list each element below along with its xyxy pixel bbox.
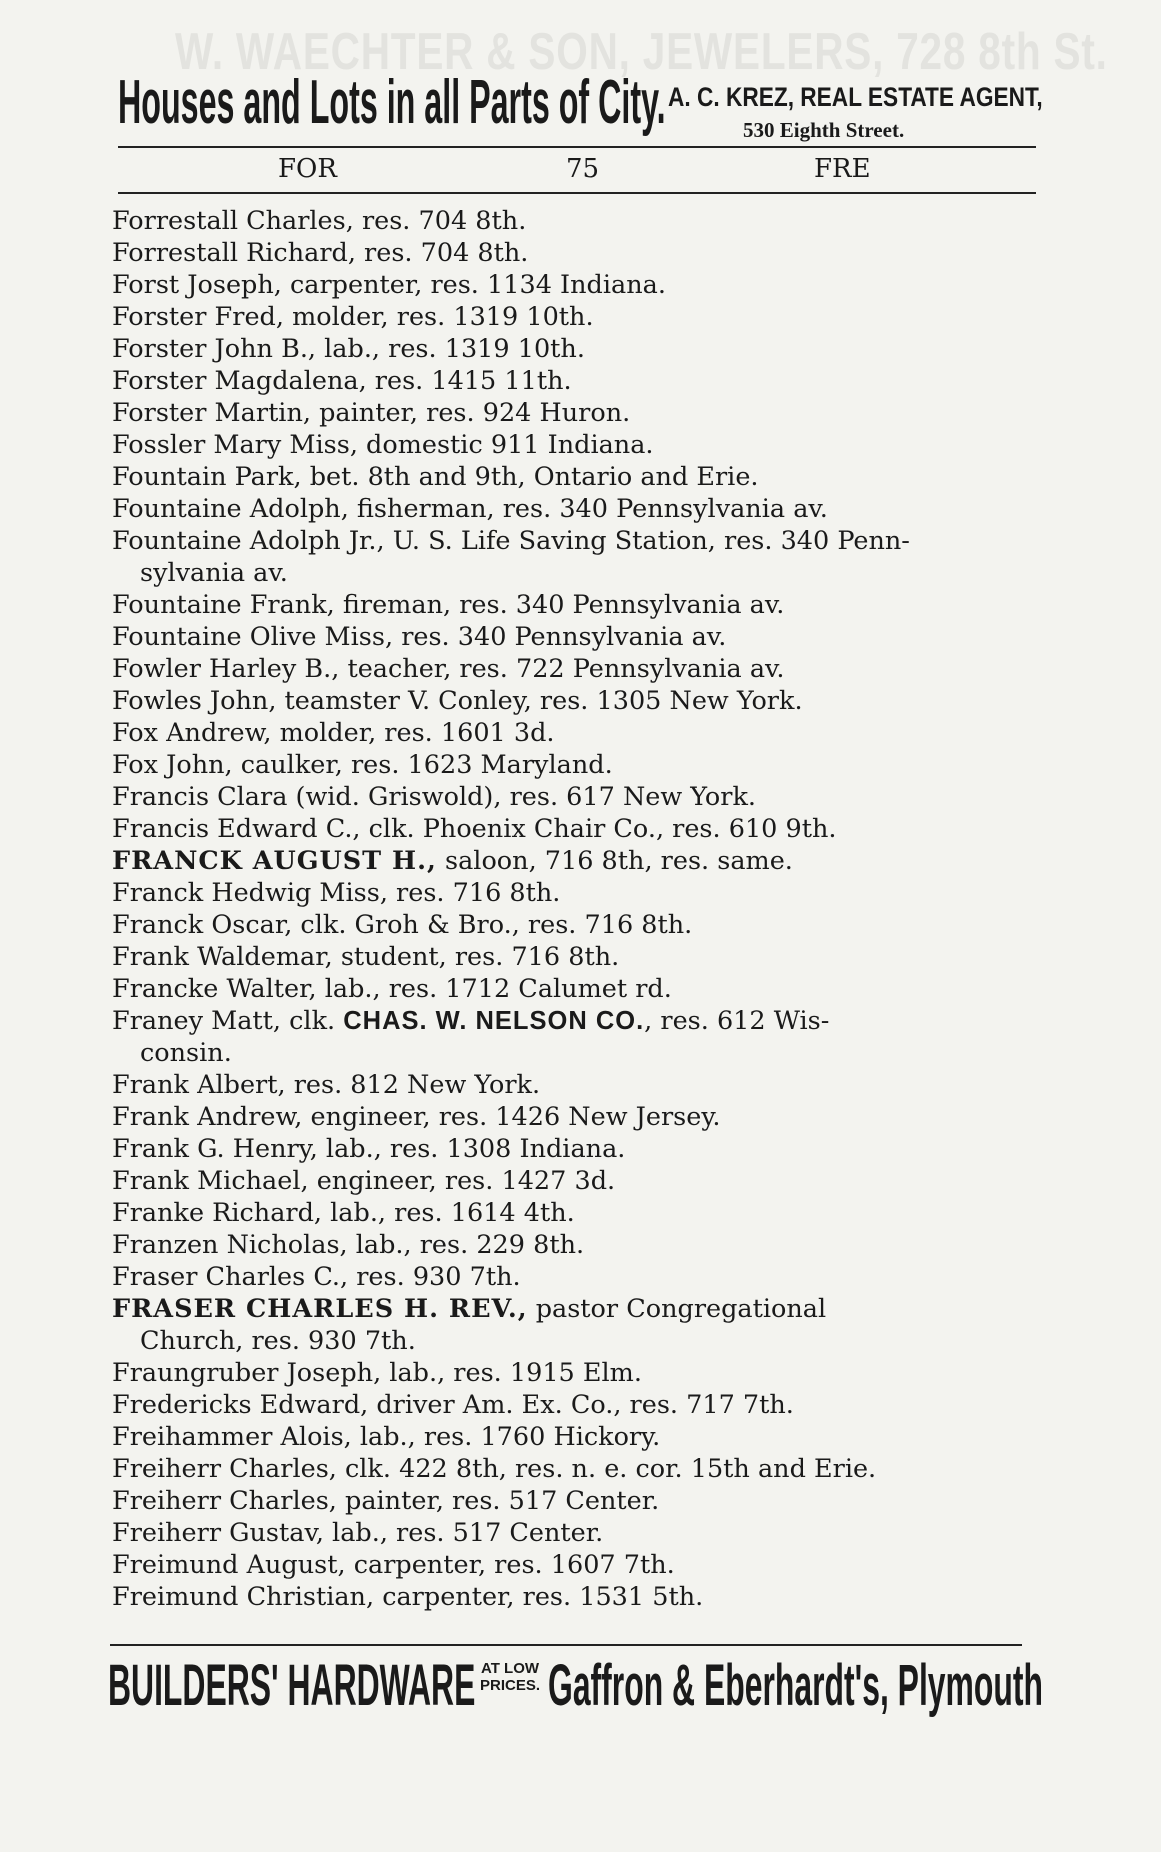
entry-text: Fountaine Frank, fireman, res. 340 Pennsylvania av. [112, 590, 785, 620]
entry-text: Francke Walter, lab., res. 1712 Calumet rd. [112, 974, 672, 1004]
entry-text: Fowles John, teamster V. Conley, res. 1305 New York. [112, 686, 803, 716]
directory-entry [112, 1293, 1042, 1357]
directory-entry [112, 1421, 1042, 1453]
entry-line [112, 909, 1042, 941]
directory-entry [112, 1133, 1042, 1165]
entry-line [112, 205, 1042, 237]
entry-text: Franck Hedwig Miss, res. 716 8th. [112, 878, 561, 908]
entry-text: Freiherr Gustav, lab., res. 517 Center. [112, 1518, 604, 1548]
page-header [118, 150, 1036, 190]
header-rule [118, 192, 1036, 194]
entry-text: Freiherr Charles, painter, res. 517 Center. [112, 1486, 660, 1516]
entry-line [112, 1229, 1042, 1261]
entry-text: Freimund Christian, carpenter, res. 1531 5th. [112, 1582, 704, 1612]
entry-line [112, 1421, 1042, 1453]
entry-line [112, 877, 1042, 909]
bleed-through-text: W. WAECHTER & SON, JEWELERS, 728 8th St. [175, 23, 1108, 81]
entry-text: Fox John, caulker, res. 1623 Maryland. [112, 750, 613, 780]
entry-text: Fountaine Olive Miss, res. 340 Pennsylvania av. [112, 622, 727, 652]
directory-entry [112, 621, 1042, 653]
entry-line [112, 1197, 1042, 1229]
directory-entry [112, 941, 1042, 973]
entry-text: Freimund August, carpenter, res. 1607 7th. [112, 1550, 675, 1580]
entry-text: Frank Albert, res. 812 New York. [112, 1070, 541, 1100]
entry-text: Fowler Harley B., teacher, res. 722 Pennsylvania av. [112, 654, 785, 684]
entry-text: Francis Edward C., clk. Phoenix Chair Co., res. 610 9th. [112, 814, 837, 844]
entry-line [112, 845, 1042, 877]
directory-entry [112, 781, 1042, 813]
directory-entry [112, 397, 1042, 429]
entry-line [112, 589, 1042, 621]
entry-line [112, 1005, 1042, 1037]
header-left: FOR [278, 154, 337, 184]
directory-entry [112, 1005, 1042, 1069]
entry-text: Fredericks Edward, driver Am. Ex. Co., res. 717 7th. [112, 1390, 794, 1420]
top-ad-address: 530 Eighth Street. [743, 118, 905, 142]
entry-continuation: Church, res. 930 7th. [140, 1326, 416, 1356]
entry-text: Forrestall Charles, res. 704 8th. [112, 206, 527, 236]
entry-line [112, 813, 1042, 845]
entry-text: Fountaine Adolph, fisherman, res. 340 Pennsylvania av. [112, 494, 828, 524]
entry-line [112, 1517, 1042, 1549]
directory-entry [112, 877, 1042, 909]
directory-entry [112, 333, 1042, 365]
entry-text: Forster Martin, painter, res. 924 Huron. [112, 398, 631, 428]
directory-entry [112, 493, 1042, 525]
directory-entry [112, 845, 1042, 877]
entry-advertiser: CHAS. W. NELSON CO. [343, 1007, 645, 1035]
entry-text: Forrestall Richard, res. 704 8th. [112, 238, 529, 268]
entry-line [112, 717, 1042, 749]
directory-entry [112, 429, 1042, 461]
bottom-ad-small-2: PRICES. [480, 1677, 541, 1694]
entry-line [112, 621, 1042, 653]
directory-entry [112, 365, 1042, 397]
directory-entry [112, 685, 1042, 717]
bottom-ad-store: Gaffron & Eberhardt's, Plymouth [548, 1653, 1043, 1718]
entry-line [112, 1389, 1042, 1421]
entry-text: Fraungruber Joseph, lab., res. 1915 Elm. [112, 1358, 642, 1388]
entry-text: Forster Fred, molder, res. 1319 10th. [112, 302, 594, 332]
directory-entry [112, 973, 1042, 1005]
bottom-ad-hardware: BUILDERS' HARDWARE [108, 1653, 476, 1718]
page-number: 75 [566, 154, 600, 184]
entry-line [112, 1261, 1042, 1293]
entry-text: Frank G. Henry, lab., res. 1308 Indiana. [112, 1134, 626, 1164]
directory-entry [112, 1357, 1042, 1389]
directory-entry [112, 269, 1042, 301]
directory-entry [112, 205, 1042, 237]
directory-entry [112, 1517, 1042, 1549]
entry-text: Frank Waldemar, student, res. 716 8th. [112, 942, 620, 972]
directory-entry [112, 237, 1042, 269]
entry-line [112, 301, 1042, 333]
entry-line [112, 1453, 1042, 1485]
directory-entry [112, 1485, 1042, 1517]
directory-entry [112, 749, 1042, 781]
directory-entry [112, 1549, 1042, 1581]
entry-text: Forst Joseph, carpenter, res. 1134 Indiana. [112, 270, 666, 300]
entry-line [112, 1581, 1042, 1613]
directory-entry [112, 813, 1042, 845]
entry-text: Franzen Nicholas, lab., res. 229 8th. [112, 1230, 585, 1260]
entry-line [112, 237, 1042, 269]
entry-text: Fossler Mary Miss, domestic 911 Indiana. [112, 430, 654, 460]
directory-entry [112, 301, 1042, 333]
directory-entry [112, 1261, 1042, 1293]
directory-entry [112, 589, 1042, 621]
entry-text: pastor Congregational [527, 1294, 827, 1324]
entry-line [112, 749, 1042, 781]
entry-line [112, 653, 1042, 685]
entry-text: Fountain Park, bet. 8th and 9th, Ontario and Erie. [112, 462, 759, 492]
entry-line [112, 1069, 1042, 1101]
entry-text: Freihammer Alois, lab., res. 1760 Hickory. [112, 1422, 661, 1452]
entry-line [112, 333, 1042, 365]
entry-line [112, 1101, 1042, 1133]
entry-line [112, 781, 1042, 813]
top-rule [118, 146, 1036, 148]
entry-text: Fountaine Adolph Jr., U. S. Life Saving Station, res. 340 Penn- [112, 526, 910, 556]
entry-line [112, 429, 1042, 461]
entry-continuation: sylvania av. [140, 558, 288, 588]
entry-text-after: , res. 612 Wis- [644, 1006, 830, 1036]
entry-bold-name: FRANCK AUGUST H., [112, 846, 437, 876]
entry-line [112, 1485, 1042, 1517]
entry-line [112, 493, 1042, 525]
entry-text: saloon, 716 8th, res. same. [436, 846, 793, 876]
bottom-advertisement [108, 1652, 1043, 1719]
directory-entry [112, 1389, 1042, 1421]
entry-line [112, 525, 1042, 557]
directory-entry [112, 717, 1042, 749]
directory-entry [112, 653, 1042, 685]
header-right: FRE [814, 154, 871, 184]
entry-text: Frank Michael, engineer, res. 1427 3d. [112, 1166, 616, 1196]
bottom-rule [110, 1644, 1022, 1646]
directory-entry [112, 1069, 1042, 1101]
entry-text: Francis Clara (wid. Griswold), res. 617 New York. [112, 782, 756, 812]
entry-line [112, 941, 1042, 973]
entry-line [112, 397, 1042, 429]
entry-line [112, 1549, 1042, 1581]
entry-text: Fraser Charles C., res. 930 7th. [112, 1262, 521, 1292]
entry-line [112, 461, 1042, 493]
entry-line [112, 1133, 1042, 1165]
entry-continuation: consin. [140, 1038, 232, 1068]
entry-line [112, 269, 1042, 301]
entry-line [112, 365, 1042, 397]
entry-text: Frank Andrew, engineer, res. 1426 New Jersey. [112, 1102, 721, 1132]
directory-entry [112, 461, 1042, 493]
top-advertisement [118, 68, 1048, 142]
directory-entry [112, 1165, 1042, 1197]
top-ad-agent: A. C. KREZ, REAL ESTATE AGENT, [668, 82, 1043, 112]
entry-text: Franey Matt, clk. [112, 1006, 344, 1036]
directory-entry [112, 1101, 1042, 1133]
entry-text: Forster Magdalena, res. 1415 11th. [112, 366, 572, 396]
entry-line [112, 685, 1042, 717]
entry-text: Franck Oscar, clk. Groh & Bro., res. 716 8th. [112, 910, 693, 940]
directory-entry [112, 909, 1042, 941]
entry-text: Franke Richard, lab., res. 1614 4th. [112, 1198, 575, 1228]
entry-text: Fox Andrew, molder, res. 1601 3d. [112, 718, 555, 748]
entry-text: Freiherr Charles, clk. 422 8th, res. n. e. cor. 15th and Erie. [112, 1454, 877, 1484]
entry-line [112, 1357, 1042, 1389]
directory-entry [112, 1453, 1042, 1485]
entry-bold-name: FRASER CHARLES H. REV., [112, 1294, 528, 1324]
entry-line [112, 1165, 1042, 1197]
top-ad-headline: Houses and Lots in all Parts of City. [118, 68, 666, 137]
entry-line [112, 1293, 1042, 1325]
entry-text: Forster John B., lab., res. 1319 10th. [112, 334, 585, 364]
directory-entries [112, 205, 1042, 1613]
directory-entry [112, 1197, 1042, 1229]
bottom-ad-prices [480, 1660, 540, 1694]
directory-entry [112, 525, 1042, 589]
directory-entry [112, 1581, 1042, 1613]
directory-entry [112, 1229, 1042, 1261]
bottom-ad-small-1: AT LOW [480, 1660, 540, 1677]
entry-line [112, 973, 1042, 1005]
